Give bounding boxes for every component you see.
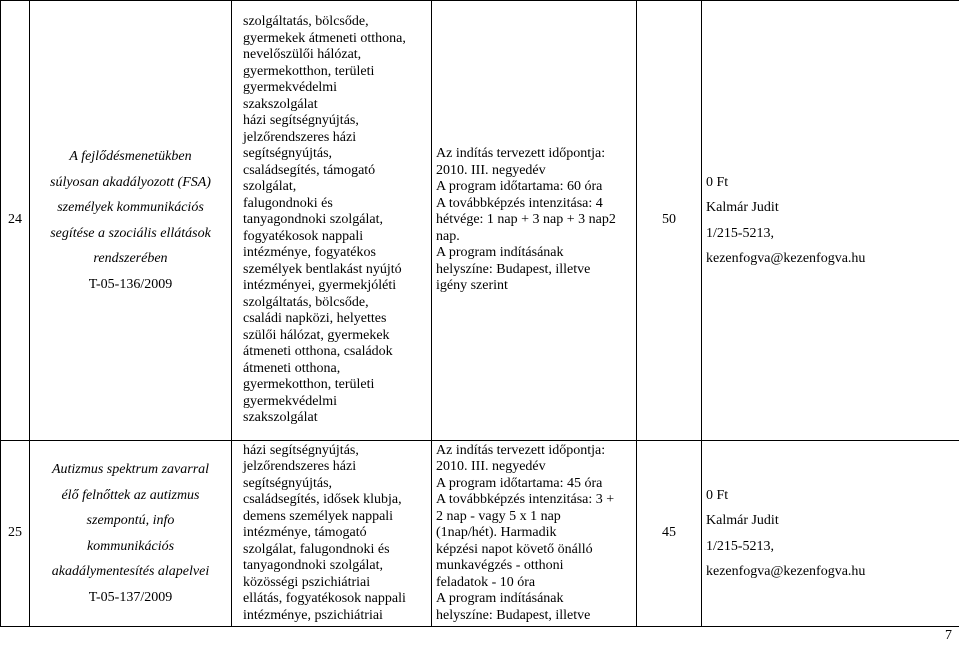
contact-phone: 1/215-5213, bbox=[706, 225, 775, 241]
service-line: gyermekotthon, területi bbox=[243, 63, 375, 79]
service-line: intézménye, fogyatékos bbox=[243, 245, 376, 261]
info-line: A továbbképzés intenzitása: 4 bbox=[436, 195, 603, 211]
service-line: szolgálat, falugondnoki és bbox=[243, 541, 390, 557]
service-line: falugondnoki és bbox=[243, 195, 333, 211]
service-line: gyermekotthon, területi bbox=[243, 377, 375, 393]
service-line: gyermekvédelmi bbox=[243, 393, 338, 409]
service-line: segítségnyújtás, bbox=[243, 475, 333, 491]
service-line: szolgáltatás, bölcsőde, bbox=[243, 294, 369, 310]
service-line: intézménye, pszichiátriai bbox=[243, 607, 383, 623]
info-line: helyszíne: Budapest, illetve bbox=[436, 607, 591, 623]
contact-name: Kalmár Judit bbox=[706, 513, 779, 528]
program-title bbox=[30, 1, 232, 441]
info-line: A program indításának bbox=[436, 245, 564, 261]
title-line: kommunikációs bbox=[86, 538, 175, 554]
contact-info bbox=[702, 1, 959, 441]
hours-value: 45 bbox=[662, 525, 676, 541]
info-line: 2 nap - vagy 5 x 1 nap bbox=[436, 508, 561, 524]
contact-email: kezenfogva@kezenfogva.hu bbox=[706, 251, 866, 266]
service-line: átmeneti otthona, bbox=[243, 360, 341, 376]
cost-value: 0 Ft bbox=[706, 487, 729, 503]
title-line: segítése a szociális ellátások bbox=[50, 225, 211, 241]
title-line: személyek kommunikációs bbox=[57, 200, 204, 215]
service-line: segítségnyújtás, bbox=[243, 146, 333, 162]
program-info bbox=[432, 1, 637, 441]
service-line: házi segítségnyújtás, bbox=[243, 442, 359, 458]
contact-info bbox=[702, 441, 959, 627]
service-line: átmeneti otthona, családok bbox=[243, 344, 393, 360]
info-line: munkavégzés - otthoni bbox=[436, 558, 564, 574]
service-line: közösségi pszichiátriai bbox=[243, 574, 371, 590]
service-line: szolgáltatás, bölcsőde, bbox=[243, 14, 369, 30]
table-row bbox=[1, 441, 959, 627]
target-services bbox=[232, 441, 432, 627]
info-line: helyszíne: Budapest, illetve bbox=[436, 261, 591, 277]
title-line: Autizmus spektrum zavarral bbox=[51, 462, 210, 477]
title-line: élő felnőttek az autizmus bbox=[61, 487, 200, 503]
info-line: 2010. III. negyedév bbox=[436, 162, 546, 178]
service-line: intézményei, gyermekjóléti bbox=[243, 278, 397, 294]
service-line: demens személyek nappali bbox=[243, 508, 394, 524]
target-services bbox=[232, 1, 432, 441]
info-line: képzési napot követő önálló bbox=[436, 541, 593, 557]
info-line: 2010. III. negyedév bbox=[436, 459, 546, 475]
service-line: személyek bentlakást nyújtó bbox=[243, 261, 402, 277]
service-line: tanyagondnoki szolgálat, bbox=[243, 558, 383, 574]
info-line: (1nap/hét). Harmadik bbox=[436, 525, 557, 541]
info-line: nap. bbox=[436, 228, 460, 244]
info-line: hétvége: 1 nap + 3 nap + 3 nap2 bbox=[436, 212, 616, 228]
program-title bbox=[30, 441, 232, 627]
service-line: szülői hálózat, gyermekek bbox=[243, 327, 390, 343]
service-line: ellátás, fogyatékosok nappali bbox=[243, 591, 406, 607]
info-line: Az indítás tervezett időpontja: bbox=[436, 442, 606, 458]
program-info bbox=[432, 441, 637, 627]
service-line: szakszolgálat bbox=[243, 96, 318, 112]
service-line: szakszolgálat bbox=[243, 410, 318, 426]
info-line: feladatok - 10 óra bbox=[436, 574, 536, 590]
title-line: akadálymentesítés alapelvei bbox=[51, 564, 210, 579]
service-line: családi napközi, helyettes bbox=[243, 311, 387, 327]
service-line: szolgálat, bbox=[243, 179, 297, 195]
service-line: nevelőszülői hálózat, bbox=[243, 47, 362, 63]
program-hours bbox=[637, 1, 702, 441]
info-line: A program indításának bbox=[436, 591, 564, 607]
contact-name: Kalmár Judit bbox=[706, 200, 779, 215]
service-line: családsegítés, támogató bbox=[243, 162, 376, 178]
service-line: jelzőrendszeres házi bbox=[243, 459, 357, 475]
service-line: gyermekek átmeneti otthona, bbox=[243, 30, 406, 46]
service-line: jelzőrendszeres házi bbox=[243, 129, 357, 145]
row-number bbox=[1, 1, 30, 441]
service-line: tanyagondnoki szolgálat, bbox=[243, 212, 383, 228]
title-line: A fejlődésmenetükben bbox=[69, 149, 192, 164]
title-line: szempontú, info bbox=[86, 513, 175, 528]
info-line: A program időtartama: 45 óra bbox=[436, 475, 603, 491]
page-number: 7 bbox=[945, 628, 952, 643]
info-line: Az indítás tervezett időpontja: bbox=[436, 146, 606, 162]
program-code: T-05-137/2009 bbox=[88, 589, 173, 605]
info-line: A program időtartama: 60 óra bbox=[436, 179, 603, 195]
row-number-text: 24 bbox=[8, 212, 22, 228]
service-line: intézménye, támogató bbox=[243, 525, 367, 541]
title-line: rendszerében bbox=[93, 251, 168, 266]
program-hours bbox=[637, 441, 702, 627]
row-number bbox=[1, 441, 30, 627]
row-number-text: 25 bbox=[8, 525, 22, 541]
table-row bbox=[1, 1, 959, 441]
service-line: gyermekvédelmi bbox=[243, 80, 338, 96]
hours-value: 50 bbox=[662, 212, 676, 228]
contact-phone: 1/215-5213, bbox=[706, 538, 775, 554]
info-line: igény szerint bbox=[436, 278, 508, 294]
info-line: A továbbképzés intenzitása: 3 + bbox=[436, 492, 615, 508]
contact-email: kezenfogva@kezenfogva.hu bbox=[706, 564, 866, 579]
program-code: T-05-136/2009 bbox=[88, 276, 173, 292]
title-line: súlyosan akadályozott (FSA) bbox=[50, 174, 211, 190]
service-line: fogyatékosok nappali bbox=[243, 228, 364, 244]
cost-value: 0 Ft bbox=[706, 174, 729, 190]
service-line: családsegítés, idősek klubja, bbox=[243, 492, 402, 508]
service-line: házi segítségnyújtás, bbox=[243, 113, 359, 129]
